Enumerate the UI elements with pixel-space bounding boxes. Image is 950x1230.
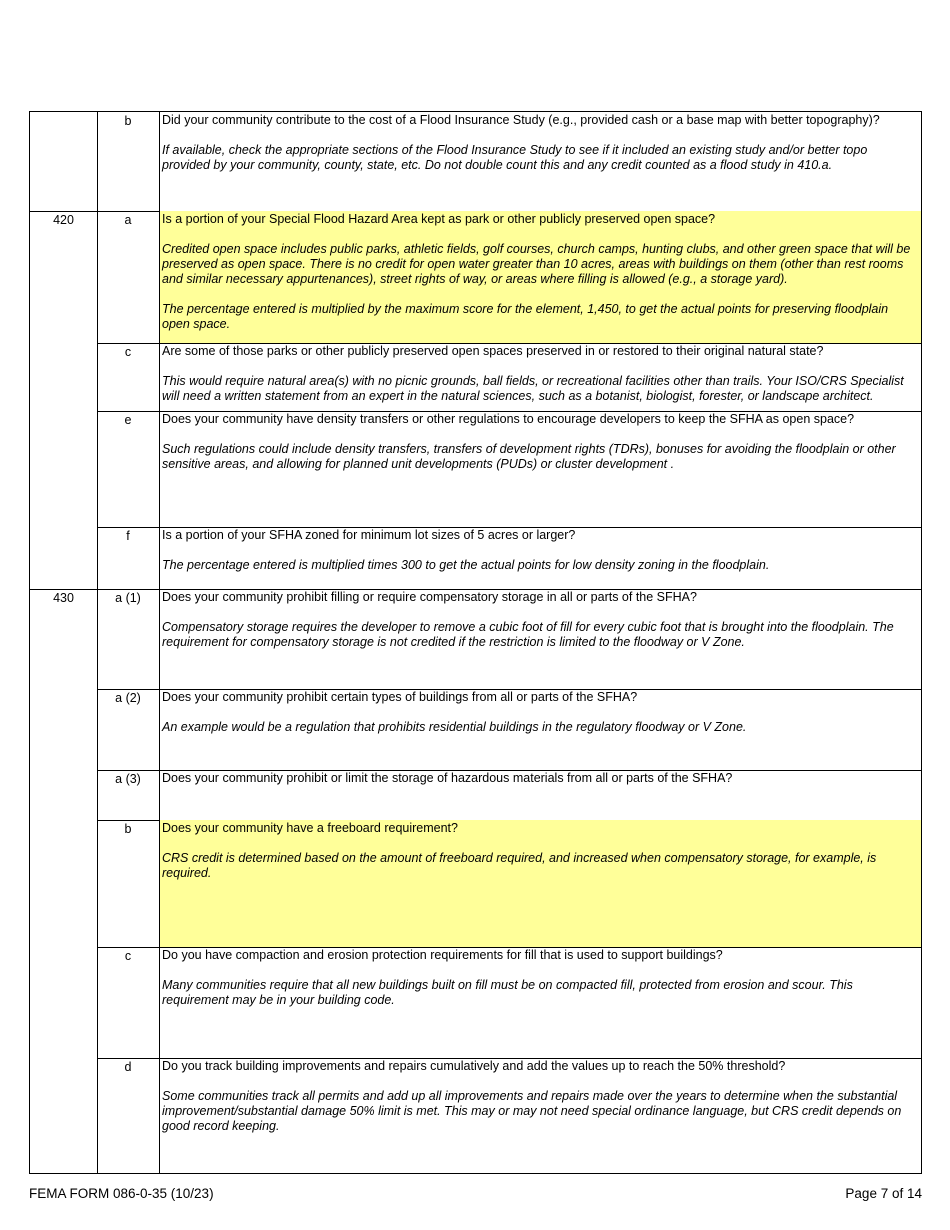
guidance-note: This would require natural area(s) with no picnic grounds, ball fields, or recreational facilities other than trails. Your ISO/CRS Specialist will need a written statement from an expert in the natural sciences, such as a botanist, biologist, forester, or landscape architect. [162,374,904,403]
question-cell [160,770,921,820]
question-text: Do you have compaction and erosion protection requirements for fill that is used to support buildings? [162,948,723,962]
guidance-note: Such regulations could include density transfers, transfers of development rights (TDRs), bonuses for avoiding the floodplain or other sensitive areas, and allowing for planned unit developments (PUDs) or cluster development . [162,442,896,471]
guidance-note: Compensatory storage requires the developer to remove a cubic foot of fill for every cubic foot that is brought into the floodplain. The requirement for compensatory storage is not credited if the restriction is limited to the floodway or V Zone. [162,620,894,649]
guidance-note: An example would be a regulation that prohibits residential buildings in the regulatory floodway or V Zone. [162,720,747,734]
table-row [30,947,921,1058]
question-text: Does your community have a freeboard requirement? [162,821,458,835]
table-row [30,1058,921,1175]
guidance-note: If available, check the appropriate sections of the Flood Insurance Study to see if it included an existing study and/or better topo provided by your community, county, state, etc. Do not double count this and any credit counted as a flood study in 410.a. [162,143,868,172]
table-row [30,770,921,820]
element-letter: b [124,114,132,128]
question-text: Do you track building improvements and repairs cumulatively and add the values up to reach the 50% threshold? [162,1059,786,1073]
table-row [30,689,921,770]
element-letter: e [124,413,132,427]
question-cell-highlighted [160,211,921,343]
table-row [30,820,921,947]
guidance-note: Some communities track all permits and add up all improvements and repairs made over the years to determine when the substantial improvement/substantial damage 50% limit is met. This may or may not need special ordinance language, but CRS credit depends on good record keeping. [162,1089,902,1133]
question-text: Does your community have density transfers or other regulations to encourage developers to keep the SFHA as open space? [162,412,855,426]
element-letter: b [124,822,132,836]
activity-number: 430 [53,591,74,605]
table-row [30,112,921,211]
element-letter: c [124,345,132,359]
question-cell [160,1058,921,1175]
guidance-note: Credited open space includes public parks, athletic fields, golf courses, church camps, hunting clubs, and other green space that will be preserved as open space. There is no credit for open water greater than 10 acres, areas with buildings on them (other than rest rooms and similar necessary appurtenances), street rights of way, or areas where filling is allowed (e.g., a storage yard). [162,242,911,286]
table-row [30,343,921,411]
element-letter: a (3) [115,772,141,786]
element-letter: d [124,1060,132,1074]
table-row [30,527,921,589]
question-cell [160,343,921,411]
guidance-note: The percentage entered is multiplied by the maximum score for the element, 1,450, to get the actual points for preserving floodplain open space. [162,302,889,331]
guidance-note: The percentage entered is multiplied times 300 to get the actual points for low density zoning in the floodplain. [162,558,770,572]
table-row [30,589,921,689]
question-text: Is a portion of your SFHA zoned for minimum lot sizes of 5 acres or larger? [162,528,576,542]
question-cell [160,411,921,527]
question-text: Is a portion of your Special Flood Hazard Area kept as park or other publicly preserved open space? [162,212,716,226]
question-text: Does your community prohibit filling or require compensatory storage in all or parts of the SFHA? [162,590,697,604]
element-letter: a [124,213,132,227]
question-cell [160,947,921,1058]
form-identifier: FEMA FORM 086-0-35 (10/23) [29,1186,214,1201]
element-letter: a (1) [115,591,141,605]
guidance-note: CRS credit is determined based on the amount of freeboard required, and increased when compensatory storage, for example, is required. [162,851,877,880]
question-text: Are some of those parks or other publicly preserved open spaces preserved in or restored to their original natural state? [162,344,824,358]
element-letter: c [124,949,132,963]
question-cell [160,112,921,211]
element-letter: a (2) [115,691,141,705]
question-cell [160,689,921,770]
question-cell [160,589,921,689]
question-cell [160,527,921,589]
page-number: Page 7 of 14 [845,1186,922,1201]
question-text: Did your community contribute to the cost of a Flood Insurance Study (e.g., provided cash or a base map with better topography)? [162,113,880,127]
table-row [30,411,921,527]
guidance-note: Many communities require that all new buildings built on fill must be on compacted fill, protected from erosion and scour. This requirement may be in your building code. [162,978,853,1007]
question-text: Does your community prohibit or limit the storage of hazardous materials from all or parts of the SFHA? [162,771,733,785]
table-row [30,211,921,343]
question-text: Does your community prohibit certain types of buildings from all or parts of the SFHA? [162,690,638,704]
element-letter: f [126,529,130,543]
activity-number: 420 [53,213,74,227]
question-cell-highlighted [160,820,921,947]
activity-table [29,111,922,1174]
